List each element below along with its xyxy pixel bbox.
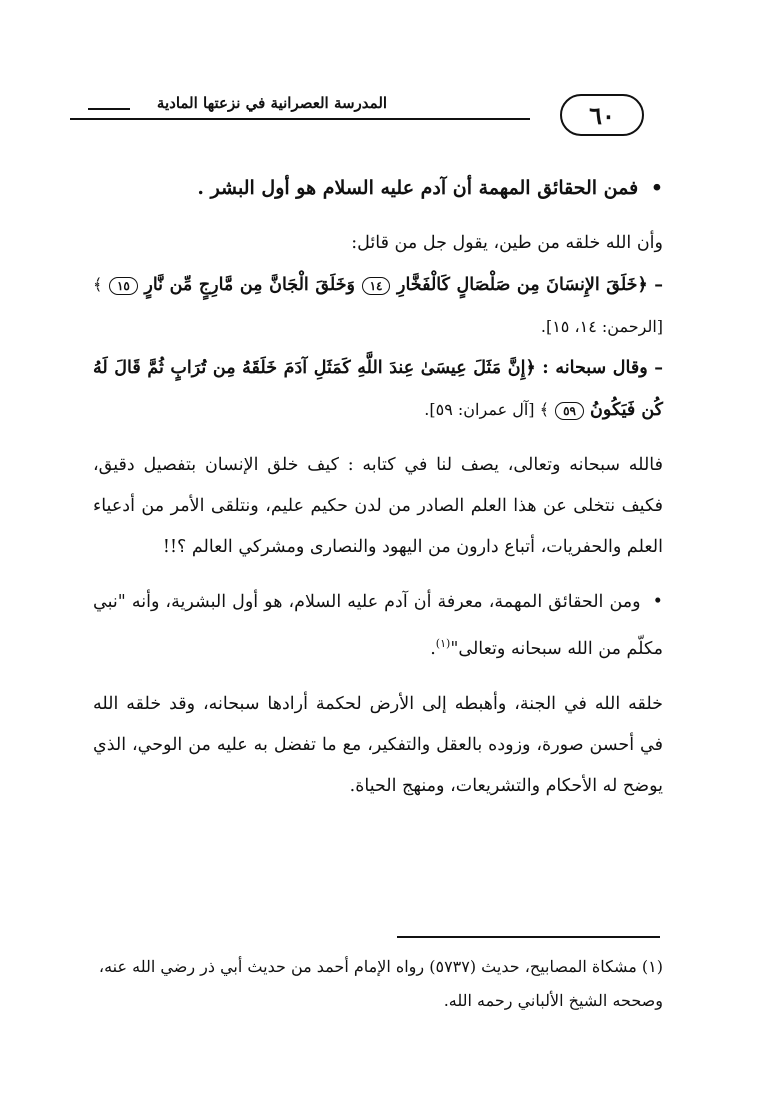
footnote: (١) مشكاة المصابيح، حديث (٥٧٣٧) رواه الإمام أحمد من حديث أبي ذر رضي الله عنه، وصححه الشيخ الألباني رحمه الله. (98, 957, 663, 1010)
page-number: ٦٠ (560, 94, 644, 136)
paragraph-4-text: ومن الحقائق المهمة، معرفة أن آدم عليه السلام، هو أول البشرية، وأنه "نبي مكلّم من الله سبحانه وتعالى" (93, 592, 663, 659)
footnote-rule (397, 936, 660, 938)
header-rule (70, 118, 530, 120)
quran-quote-1 (93, 264, 663, 348)
ayah-number-14: ١٤ (362, 277, 391, 295)
paragraph-4 (93, 582, 663, 670)
paragraph-2: وأن الله خلقه من طين، يقول جل من قائل: (351, 233, 663, 253)
paragraph-3: فالله سبحانه وتعالى، يصف لنا في كتابه : كيف خلق الإنسان بتفصيل دقيق، فكيف نتخلى عن هذا العلم الصادر من لدن حكيم عليم، ونتلقى الأمر من أدعياء العلم والحفريات، أتباع دارون من اليهود والنصارى ومشركي العالم ؟!! (93, 455, 663, 557)
bullet-icon: • (650, 177, 663, 199)
bullet-icon: • (652, 592, 663, 612)
quote-1-reference: ﴾ [الرحمن: ١٤، ١٥]. (93, 275, 663, 336)
ayah-number-15: ١٥ (109, 277, 138, 295)
header-dash (88, 108, 130, 110)
page-header (70, 88, 670, 148)
quran-quote-2 (93, 348, 663, 431)
paragraph-5: خلقه الله في الجنة، وأهبطه إلى الأرض لحكمة أرادها سبحانه، وقد خلقه الله في أحسن صورة، وزوده بالعقل والتفكير، مع ما تفضل به عليه من الوحي، الذي يوضح له الأحكام والتشريعات، ومنهج الحياة. (93, 693, 663, 796)
running-title: المدرسة العصرانية في نزعتها المادية (138, 94, 406, 112)
footnote-ref: (١) (435, 637, 451, 650)
paragraph-1 (93, 168, 663, 209)
quote-2-text: – وقال سبحانه : ﴿إِنَّ مَثَلَ عِيسَىٰ عِندَ اللَّهِ كَمَثَلِ آدَمَ خَلَقَهُ مِن تُرَابٍ ثُمَّ قَالَ لَهُ كُن فَيَكُونُ (93, 358, 663, 420)
quote-1-part-a: – ﴿خَلَقَ الإِنسَانَ مِن صَلْصَالٍ كَالْفَخَّارِ (397, 275, 664, 295)
paragraph-4-end: . (430, 638, 436, 659)
page-body (93, 168, 663, 807)
ayah-number-59: ٥٩ (555, 402, 584, 420)
paragraph-1-text: فمن الحقائق المهمة أن آدم عليه السلام هو أول البشر . (197, 177, 639, 199)
quote-1-part-b: وَخَلَقَ الْجَانَّ مِن مَّارِجٍ مِّن نَّارٍ (144, 275, 355, 295)
quote-2-reference: ﴾ [آل عمران: ٥٩]. (424, 400, 549, 419)
